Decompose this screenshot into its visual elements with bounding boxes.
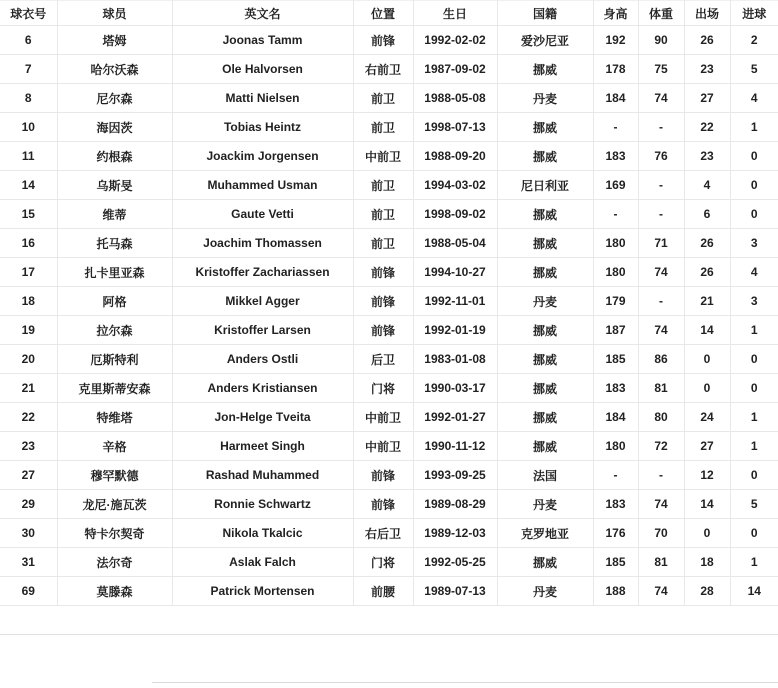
cell-jersey_number: 20 <box>0 345 57 374</box>
cell-player_name: 穆罕默德 <box>57 461 172 490</box>
column-header-nationality: 国籍 <box>497 1 593 26</box>
cell-player_name: 哈尔沃森 <box>57 55 172 84</box>
cell-height: 192 <box>593 26 638 55</box>
cell-birthday: 1992-01-19 <box>413 316 497 345</box>
cell-nationality: 挪威 <box>497 403 593 432</box>
cell-height: - <box>593 461 638 490</box>
cell-birthday: 1988-05-08 <box>413 84 497 113</box>
cell-appearances: 27 <box>684 432 730 461</box>
cell-english_name: Muhammed Usman <box>172 171 353 200</box>
cell-goals: 0 <box>730 200 778 229</box>
cell-player_name: 塔姆 <box>57 26 172 55</box>
cell-jersey_number: 18 <box>0 287 57 316</box>
cell-position: 门将 <box>353 548 413 577</box>
cell-position: 中前卫 <box>353 142 413 171</box>
cell-player_name: 约根森 <box>57 142 172 171</box>
cell-goals: 1 <box>730 113 778 142</box>
cell-appearances: 23 <box>684 55 730 84</box>
cell-player_name: 法尔奇 <box>57 548 172 577</box>
cell-appearances: 26 <box>684 258 730 287</box>
cell-weight: 74 <box>638 577 684 606</box>
table-row <box>0 490 778 519</box>
cell-birthday: 1983-01-08 <box>413 345 497 374</box>
cell-player_name: 拉尔森 <box>57 316 172 345</box>
cell-english_name: Nikola Tkalcic <box>172 519 353 548</box>
cell-nationality: 克罗地亚 <box>497 519 593 548</box>
cell-goals: 2 <box>730 26 778 55</box>
cell-appearances: 6 <box>684 200 730 229</box>
cell-jersey_number: 23 <box>0 432 57 461</box>
cell-nationality: 挪威 <box>497 345 593 374</box>
cell-weight: - <box>638 461 684 490</box>
column-header-birthday: 生日 <box>413 1 497 26</box>
cell-height: 180 <box>593 229 638 258</box>
cell-jersey_number: 30 <box>0 519 57 548</box>
cell-nationality: 丹麦 <box>497 84 593 113</box>
cell-nationality: 丹麦 <box>497 287 593 316</box>
cell-height: 169 <box>593 171 638 200</box>
cell-english_name: Tobias Heintz <box>172 113 353 142</box>
cell-weight: 86 <box>638 345 684 374</box>
cell-height: - <box>593 113 638 142</box>
table-body <box>0 26 778 606</box>
cell-appearances: 27 <box>684 84 730 113</box>
cell-english_name: Anders Ostli <box>172 345 353 374</box>
cell-player_name: 阿格 <box>57 287 172 316</box>
cell-goals: 3 <box>730 287 778 316</box>
cell-nationality: 挪威 <box>497 374 593 403</box>
cell-height: 183 <box>593 142 638 171</box>
cell-weight: 81 <box>638 374 684 403</box>
cell-height: 178 <box>593 55 638 84</box>
cell-english_name: Matti Nielsen <box>172 84 353 113</box>
cell-weight: - <box>638 200 684 229</box>
cell-birthday: 1988-05-04 <box>413 229 497 258</box>
cell-weight: 74 <box>638 490 684 519</box>
cell-position: 前卫 <box>353 229 413 258</box>
cell-position: 前锋 <box>353 287 413 316</box>
cell-jersey_number: 10 <box>0 113 57 142</box>
cell-birthday: 1998-07-13 <box>413 113 497 142</box>
cell-goals: 1 <box>730 548 778 577</box>
cell-appearances: 14 <box>684 490 730 519</box>
cell-weight: - <box>638 171 684 200</box>
cell-appearances: 26 <box>684 26 730 55</box>
cell-height: 185 <box>593 548 638 577</box>
cell-height: 176 <box>593 519 638 548</box>
cell-birthday: 1987-09-02 <box>413 55 497 84</box>
cell-appearances: 23 <box>684 142 730 171</box>
cell-jersey_number: 17 <box>0 258 57 287</box>
cell-nationality: 挪威 <box>497 55 593 84</box>
cell-goals: 0 <box>730 171 778 200</box>
cell-goals: 14 <box>730 577 778 606</box>
cell-nationality: 挪威 <box>497 142 593 171</box>
table-row <box>0 345 778 374</box>
cell-birthday: 1990-11-12 <box>413 432 497 461</box>
cell-nationality: 丹麦 <box>497 577 593 606</box>
cell-goals: 4 <box>730 84 778 113</box>
cell-appearances: 12 <box>684 461 730 490</box>
cell-jersey_number: 27 <box>0 461 57 490</box>
cell-goals: 0 <box>730 374 778 403</box>
cell-position: 右前卫 <box>353 55 413 84</box>
cell-nationality: 挪威 <box>497 229 593 258</box>
cell-player_name: 辛格 <box>57 432 172 461</box>
cell-height: 180 <box>593 432 638 461</box>
cell-nationality: 法国 <box>497 461 593 490</box>
column-header-jersey_number: 球衣号 <box>0 1 57 26</box>
table-row <box>0 374 778 403</box>
cell-jersey_number: 69 <box>0 577 57 606</box>
cell-birthday: 1994-03-02 <box>413 171 497 200</box>
cell-weight: 74 <box>638 316 684 345</box>
cell-jersey_number: 29 <box>0 490 57 519</box>
cell-weight: 80 <box>638 403 684 432</box>
cell-goals: 0 <box>730 519 778 548</box>
cell-player_name: 厄斯特利 <box>57 345 172 374</box>
cell-goals: 5 <box>730 490 778 519</box>
cell-english_name: Gaute Vetti <box>172 200 353 229</box>
table-row <box>0 200 778 229</box>
column-header-height: 身高 <box>593 1 638 26</box>
cell-position: 前锋 <box>353 316 413 345</box>
cell-birthday: 1992-05-25 <box>413 548 497 577</box>
cell-english_name: Mikkel Agger <box>172 287 353 316</box>
cell-player_name: 龙尼·施瓦茨 <box>57 490 172 519</box>
cell-height: 180 <box>593 258 638 287</box>
cell-english_name: Rashad Muhammed <box>172 461 353 490</box>
cell-jersey_number: 8 <box>0 84 57 113</box>
cell-jersey_number: 14 <box>0 171 57 200</box>
cell-player_name: 特维塔 <box>57 403 172 432</box>
cell-appearances: 26 <box>684 229 730 258</box>
table-row <box>0 142 778 171</box>
cell-jersey_number: 11 <box>0 142 57 171</box>
cell-player_name: 尼尔森 <box>57 84 172 113</box>
cell-appearances: 18 <box>684 548 730 577</box>
cell-position: 前卫 <box>353 84 413 113</box>
table-row <box>0 461 778 490</box>
cell-height: 188 <box>593 577 638 606</box>
cell-goals: 0 <box>730 142 778 171</box>
cell-height: 183 <box>593 490 638 519</box>
cell-height: 184 <box>593 84 638 113</box>
cell-nationality: 挪威 <box>497 113 593 142</box>
cell-player_name: 特卡尔契奇 <box>57 519 172 548</box>
column-header-goals: 进球 <box>730 1 778 26</box>
cell-nationality: 爱沙尼亚 <box>497 26 593 55</box>
column-header-player_name: 球员 <box>57 1 172 26</box>
cell-position: 前锋 <box>353 258 413 287</box>
cell-weight: 75 <box>638 55 684 84</box>
cell-english_name: Joachim Thomassen <box>172 229 353 258</box>
cell-player_name: 莫滕森 <box>57 577 172 606</box>
cell-goals: 5 <box>730 55 778 84</box>
cell-nationality: 挪威 <box>497 548 593 577</box>
cell-height: 185 <box>593 345 638 374</box>
cell-jersey_number: 22 <box>0 403 57 432</box>
cell-appearances: 0 <box>684 374 730 403</box>
cell-weight: 74 <box>638 84 684 113</box>
cell-position: 后卫 <box>353 345 413 374</box>
table-row <box>0 403 778 432</box>
cell-weight: 71 <box>638 229 684 258</box>
cell-player_name: 扎卡里亚森 <box>57 258 172 287</box>
table-row <box>0 316 778 345</box>
cell-birthday: 1994-10-27 <box>413 258 497 287</box>
cell-position: 前卫 <box>353 171 413 200</box>
cell-nationality: 挪威 <box>497 316 593 345</box>
header-row <box>0 1 778 26</box>
cell-birthday: 1989-12-03 <box>413 519 497 548</box>
cell-birthday: 1992-01-27 <box>413 403 497 432</box>
section-divider <box>0 634 778 635</box>
cell-jersey_number: 6 <box>0 26 57 55</box>
cell-birthday: 1989-07-13 <box>413 577 497 606</box>
cell-appearances: 21 <box>684 287 730 316</box>
cell-appearances: 24 <box>684 403 730 432</box>
cell-appearances: 22 <box>684 113 730 142</box>
cell-jersey_number: 19 <box>0 316 57 345</box>
cell-english_name: Kristoffer Larsen <box>172 316 353 345</box>
cell-goals: 1 <box>730 432 778 461</box>
cell-english_name: Anders Kristiansen <box>172 374 353 403</box>
cell-weight: 90 <box>638 26 684 55</box>
cell-position: 前卫 <box>353 113 413 142</box>
cell-nationality: 挪威 <box>497 258 593 287</box>
cell-goals: 3 <box>730 229 778 258</box>
table-row <box>0 84 778 113</box>
cell-birthday: 1988-09-20 <box>413 142 497 171</box>
cell-nationality: 挪威 <box>497 200 593 229</box>
cell-position: 前锋 <box>353 26 413 55</box>
table-row <box>0 258 778 287</box>
table-row <box>0 26 778 55</box>
column-header-appearances: 出场 <box>684 1 730 26</box>
cell-weight: 72 <box>638 432 684 461</box>
table-row <box>0 229 778 258</box>
bottom-divider <box>152 682 778 683</box>
cell-weight: - <box>638 287 684 316</box>
table-row <box>0 519 778 548</box>
cell-appearances: 14 <box>684 316 730 345</box>
cell-jersey_number: 7 <box>0 55 57 84</box>
table-header <box>0 1 778 26</box>
cell-player_name: 海因茨 <box>57 113 172 142</box>
cell-position: 门将 <box>353 374 413 403</box>
cell-jersey_number: 15 <box>0 200 57 229</box>
cell-english_name: Ole Halvorsen <box>172 55 353 84</box>
cell-goals: 1 <box>730 316 778 345</box>
table-row <box>0 432 778 461</box>
cell-goals: 0 <box>730 345 778 374</box>
cell-player_name: 乌斯旻 <box>57 171 172 200</box>
cell-birthday: 1989-08-29 <box>413 490 497 519</box>
cell-jersey_number: 31 <box>0 548 57 577</box>
cell-birthday: 1993-09-25 <box>413 461 497 490</box>
cell-birthday: 1998-09-02 <box>413 200 497 229</box>
cell-weight: 70 <box>638 519 684 548</box>
cell-player_name: 克里斯蒂安森 <box>57 374 172 403</box>
table-row <box>0 113 778 142</box>
cell-english_name: Jon-Helge Tveita <box>172 403 353 432</box>
table-row <box>0 548 778 577</box>
cell-jersey_number: 21 <box>0 374 57 403</box>
cell-english_name: Joonas Tamm <box>172 26 353 55</box>
cell-weight: - <box>638 113 684 142</box>
cell-height: 183 <box>593 374 638 403</box>
cell-appearances: 28 <box>684 577 730 606</box>
cell-english_name: Patrick Mortensen <box>172 577 353 606</box>
cell-birthday: 1992-02-02 <box>413 26 497 55</box>
cell-appearances: 4 <box>684 171 730 200</box>
cell-position: 前卫 <box>353 200 413 229</box>
column-header-weight: 体重 <box>638 1 684 26</box>
cell-english_name: Harmeet Singh <box>172 432 353 461</box>
cell-nationality: 挪威 <box>497 432 593 461</box>
cell-position: 中前卫 <box>353 403 413 432</box>
cell-goals: 1 <box>730 403 778 432</box>
cell-player_name: 维蒂 <box>57 200 172 229</box>
cell-nationality: 丹麦 <box>497 490 593 519</box>
cell-position: 前锋 <box>353 461 413 490</box>
cell-appearances: 0 <box>684 345 730 374</box>
cell-player_name: 托马森 <box>57 229 172 258</box>
cell-height: 184 <box>593 403 638 432</box>
cell-english_name: Aslak Falch <box>172 548 353 577</box>
table-row <box>0 171 778 200</box>
cell-height: 179 <box>593 287 638 316</box>
cell-height: 187 <box>593 316 638 345</box>
cell-position: 右后卫 <box>353 519 413 548</box>
table-row <box>0 577 778 606</box>
cell-english_name: Ronnie Schwartz <box>172 490 353 519</box>
cell-nationality: 尼日利亚 <box>497 171 593 200</box>
cell-appearances: 0 <box>684 519 730 548</box>
cell-position: 中前卫 <box>353 432 413 461</box>
cell-position: 前腰 <box>353 577 413 606</box>
column-header-position: 位置 <box>353 1 413 26</box>
cell-weight: 76 <box>638 142 684 171</box>
cell-weight: 74 <box>638 258 684 287</box>
cell-birthday: 1992-11-01 <box>413 287 497 316</box>
cell-height: - <box>593 200 638 229</box>
cell-english_name: Kristoffer Zachariassen <box>172 258 353 287</box>
table-row <box>0 287 778 316</box>
table-row <box>0 55 778 84</box>
cell-birthday: 1990-03-17 <box>413 374 497 403</box>
cell-jersey_number: 16 <box>0 229 57 258</box>
cell-goals: 4 <box>730 258 778 287</box>
cell-goals: 0 <box>730 461 778 490</box>
cell-weight: 81 <box>638 548 684 577</box>
column-header-english_name: 英文名 <box>172 1 353 26</box>
cell-position: 前锋 <box>353 490 413 519</box>
cell-english_name: Joackim Jorgensen <box>172 142 353 171</box>
